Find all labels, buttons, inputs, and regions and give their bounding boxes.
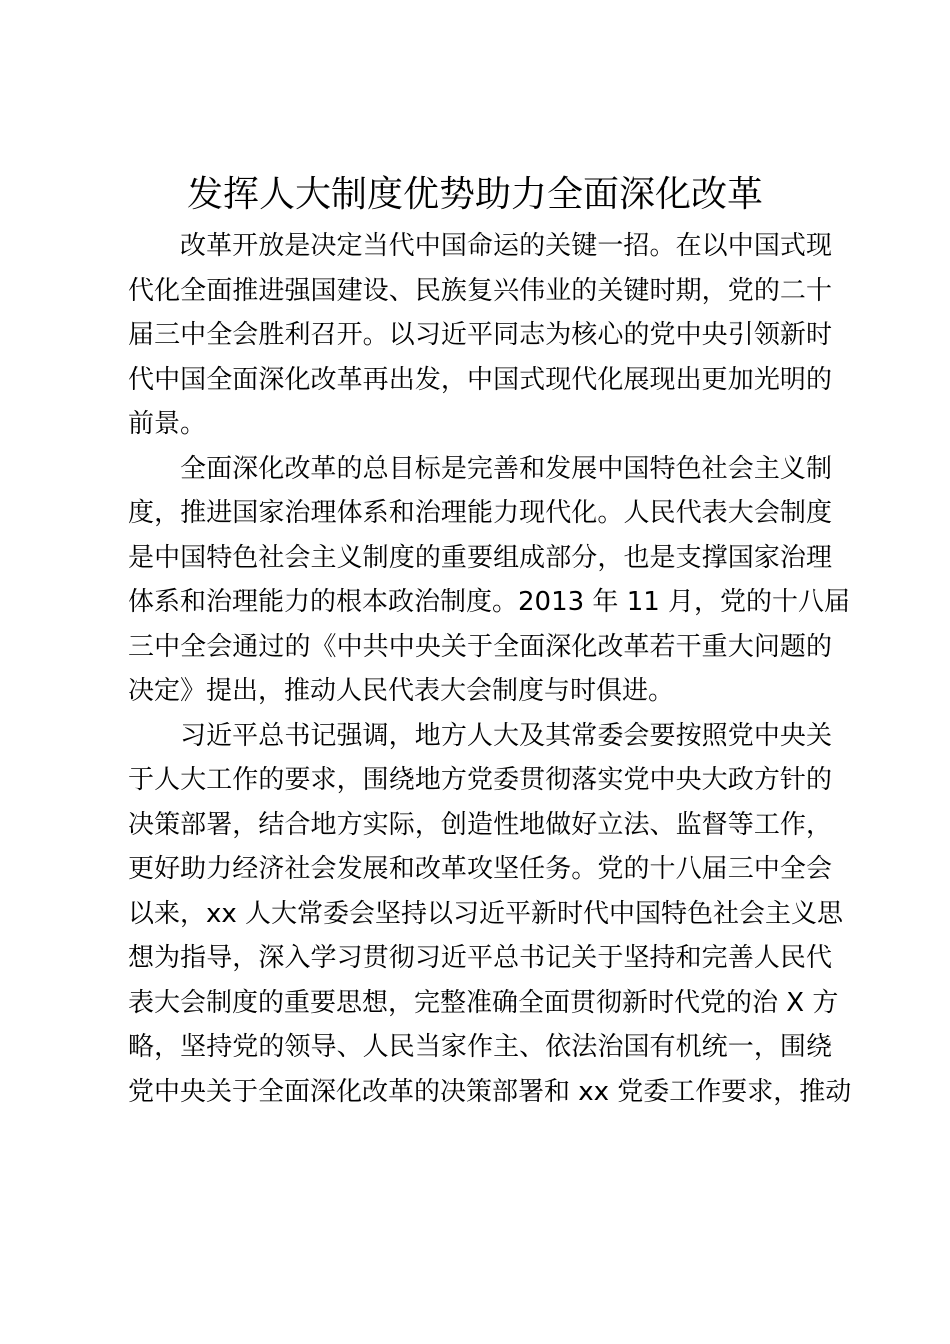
document-body	[128, 224, 852, 1114]
text-line: 决定》提出，推动人民代表大会制度与时俱进。	[128, 676, 675, 706]
text-line: 党中央关于全面深化改革的决策部署和 xx 党委工作要求，推动	[128, 1076, 852, 1107]
text-line: 于人大工作的要求，围绕地方党委贯彻落实党中央大政方针的	[128, 765, 832, 795]
paragraph-2	[128, 447, 851, 714]
text-line: 想为指导，深入学习贯彻习近平总书记关于坚持和完善人民代	[128, 943, 832, 973]
text-line: 三中全会通过的《中共中央关于全面深化改革若干重大问题的	[128, 631, 832, 662]
text-line: 习近平总书记强调，地方人大及其常委会要按照党中央关	[180, 720, 832, 751]
text-line: 决策部署，结合地方实际，创造性地做好立法、监督等工作，	[128, 809, 832, 840]
text-line: 届三中全会胜利召开。以习近平同志为核心的党中央引领新时	[128, 320, 832, 350]
paragraph-3	[128, 714, 852, 1115]
paragraph-1	[128, 224, 832, 447]
text-line: 代中国全面深化改革再出发，中国式现代化展现出更加光明的	[128, 364, 832, 395]
text-line: 以来，xx 人大常委会坚持以习近平新时代中国特色社会主义思	[128, 898, 844, 929]
text-line: 代化全面推进强国建设、民族复兴伟业的关键时期，党的二十	[128, 275, 832, 306]
text-line: 全面深化改革的总目标是完善和发展中国特色社会主义制	[180, 453, 832, 484]
text-line: 表大会制度的重要思想，完整准确全面贯彻新时代党的治 X 方	[128, 987, 839, 1018]
text-line: 前景。	[128, 409, 207, 439]
text-line: 是中国特色社会主义制度的重要组成部分，也是支撑国家治理	[128, 542, 832, 573]
text-line: 体系和治理能力的根本政治制度。2013 年 11 月，党的十八届	[128, 587, 851, 617]
text-line: 度，推进国家治理体系和治理能力现代化。人民代表大会制度	[128, 498, 832, 528]
text-line: 略，坚持党的领导、人民当家作主、依法治国有机统一，围绕	[128, 1032, 832, 1062]
document-title: 发挥人大制度优势助力全面深化改革	[186, 174, 763, 215]
text-line: 改革开放是决定当代中国命运的关键一招。在以中国式现	[180, 231, 832, 261]
text-line: 更好助力经济社会发展和改革攻坚任务。党的十八届三中全会	[128, 854, 832, 884]
